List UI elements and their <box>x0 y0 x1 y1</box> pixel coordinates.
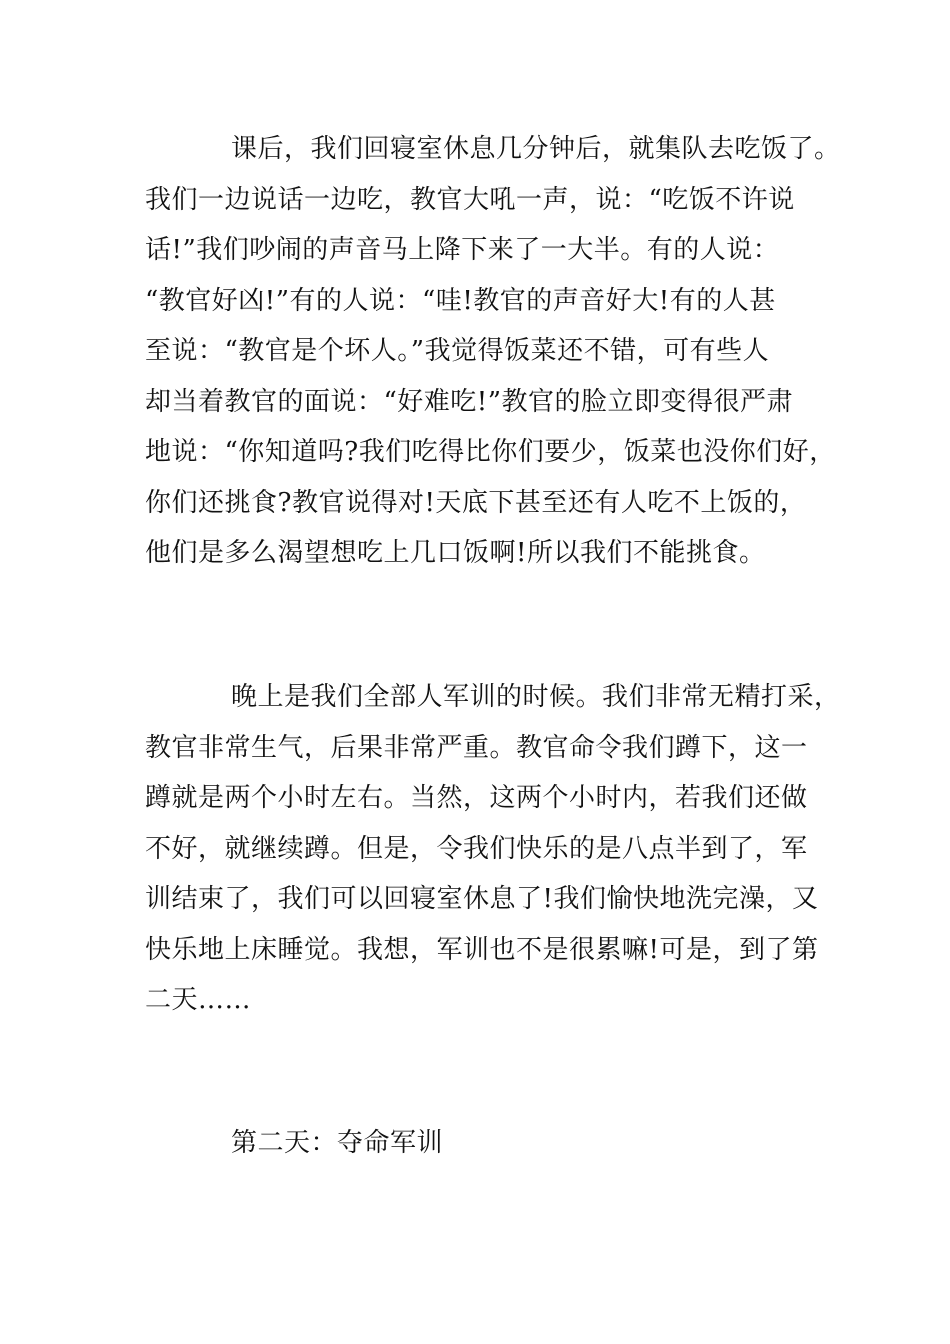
paragraph-line: 训结束了，我们可以回寝室休息了!我们愉快地洗完澡，又 <box>145 884 819 914</box>
paragraph-line: 却当着教官的面说：“好难吃!”教官的脸立即变得很严肃 <box>145 386 794 417</box>
paragraph-line: 蹲就是两个小时左右。当然，这两个小时内，若我们还做 <box>145 783 808 813</box>
paragraph-line: 他们是多么渴望想吃上几口饭啊!所以我们不能挑食。 <box>145 538 766 568</box>
paragraph-line: 教官非常生气，后果非常严重。教官命令我们蹲下，这一 <box>145 732 808 763</box>
heading-text: 第二天：夺命军训 <box>231 1128 444 1158</box>
paragraph-line: 我们一边说话一边吃，教官大吼一声，说：“吃饭不许说 <box>145 184 795 215</box>
paragraph-line: 快乐地上床睡觉。我想，军训也不是很累嘛!可是，到了第 <box>145 934 819 965</box>
paragraph-line: “教官好凶!”有的人说：“哇!教官的声音好大!有的人甚 <box>145 285 776 316</box>
paragraph-lunch <box>145 124 841 579</box>
section-heading <box>145 1118 835 1169</box>
paragraph-line: 二天…… <box>145 985 252 1015</box>
paragraph-line: 不好，就继续蹲。但是，令我们快乐的是八点半到了，军 <box>145 833 808 864</box>
paragraph-line: 课后，我们回寝室休息几分钟后，就集队去吃饭了。 <box>231 134 841 164</box>
paragraph-line: 你们还挑食?教官说得对!天底下甚至还有人吃不上饭的， <box>145 487 807 518</box>
paragraph-line: 晚上是我们全部人军训的时候。我们非常无精打采， <box>231 682 841 712</box>
paragraph-line: 至说：“教官是个坏人。”我觉得饭菜还不错，可有些人 <box>145 336 770 366</box>
paragraph-line: 话!”我们吵闹的声音马上降下来了一大半。有的人说： <box>145 235 780 265</box>
paragraph-line: 地说：“你知道吗?我们吃得比你们要少，饭菜也没你们好， <box>145 437 836 467</box>
paragraph-evening <box>145 672 841 1026</box>
